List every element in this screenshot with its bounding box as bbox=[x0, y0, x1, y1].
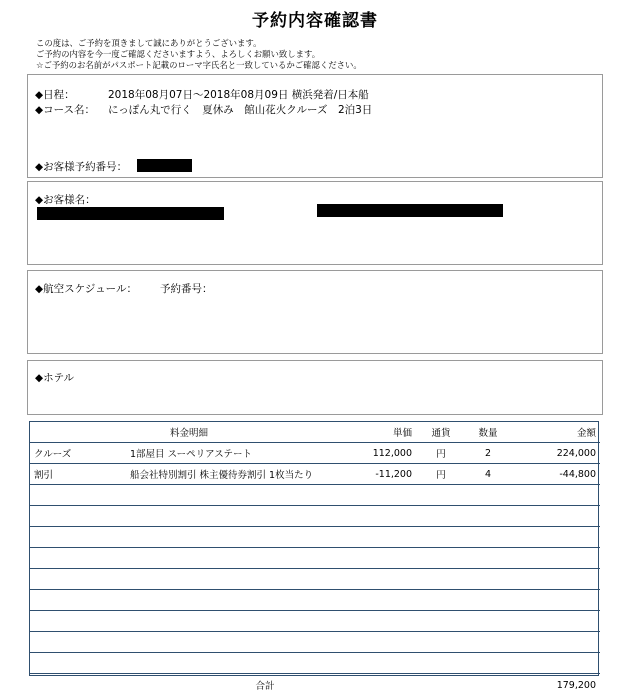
empty-row bbox=[30, 590, 600, 611]
empty-row bbox=[30, 548, 600, 569]
customer-info-box bbox=[27, 181, 603, 265]
course-value: にっぽん丸で行く 夏休み 館山花火クルーズ 2泊3日 bbox=[108, 102, 372, 117]
hotel-label: ◆ホテル bbox=[35, 370, 74, 385]
redacted-customer-name-2 bbox=[317, 204, 503, 217]
header-unit-price: 単価 bbox=[348, 422, 416, 443]
hotel-box bbox=[27, 360, 603, 415]
dates-label: ◆日程： bbox=[35, 87, 75, 102]
header-detail: 料金明細 bbox=[30, 422, 348, 443]
row-currency: 円 bbox=[416, 464, 466, 485]
row-unit-price: -11,200 bbox=[348, 464, 416, 485]
row-unit-price: 112,000 bbox=[348, 443, 416, 464]
empty-row bbox=[30, 569, 600, 590]
course-label: ◆コース名： bbox=[35, 102, 95, 117]
redacted-booking-number bbox=[137, 159, 192, 172]
reservation-info-box bbox=[27, 74, 603, 178]
row-description: 船会社特別割引 株主優待券割引 1枚当たり bbox=[126, 464, 348, 485]
intro-line-3: ☆ご予約のお名前がパスポート記載のローマ字氏名と一致しているかご確認ください。 bbox=[36, 60, 362, 71]
header-amount: 金額 bbox=[510, 422, 600, 443]
dates-value: 2018年08月07日〜2018年08月09日 横浜発着/日本船 bbox=[108, 87, 369, 102]
total-row bbox=[30, 674, 600, 696]
header-quantity: 数量 bbox=[466, 422, 510, 443]
header-currency: 通貨 bbox=[416, 422, 466, 443]
flight-schedule-label: ◆航空スケジュール： bbox=[35, 281, 137, 296]
row-category: クルーズ bbox=[30, 443, 126, 464]
row-amount: 224,000 bbox=[510, 443, 600, 464]
booking-number-label: ◆お客様予約番号： bbox=[35, 159, 127, 174]
empty-row bbox=[30, 506, 600, 527]
fee-table-header bbox=[30, 422, 600, 443]
empty-row bbox=[30, 611, 600, 632]
empty-row bbox=[30, 632, 600, 653]
row-category: 割引 bbox=[30, 464, 126, 485]
empty-row bbox=[30, 527, 600, 548]
table-row bbox=[30, 443, 600, 464]
row-currency: 円 bbox=[416, 443, 466, 464]
flight-booking-number-label: 予約番号： bbox=[160, 281, 213, 296]
intro-message bbox=[36, 38, 362, 71]
intro-line-2: ご予約の内容を今一度ご確認くださいますよう、よろしくお願い致します。 bbox=[36, 49, 362, 60]
row-quantity: 2 bbox=[466, 443, 510, 464]
page-title: 予約内容確認書 bbox=[0, 6, 630, 31]
total-label: 合計 bbox=[126, 674, 348, 696]
customer-name-label: ◆お客様名： bbox=[35, 192, 96, 207]
flight-schedule-box bbox=[27, 270, 603, 354]
row-quantity: 4 bbox=[466, 464, 510, 485]
intro-line-1: この度は、ご予約を頂きまして誠にありがとうございます。 bbox=[36, 38, 362, 49]
table-row bbox=[30, 464, 600, 485]
empty-row bbox=[30, 485, 600, 506]
row-amount: -44,800 bbox=[510, 464, 600, 485]
total-amount: 179,200 bbox=[510, 674, 600, 696]
fee-table bbox=[29, 421, 599, 676]
empty-row bbox=[30, 653, 600, 674]
row-description: 1部屋目 スーペリアステート bbox=[126, 443, 348, 464]
redacted-customer-name-1 bbox=[37, 207, 224, 220]
